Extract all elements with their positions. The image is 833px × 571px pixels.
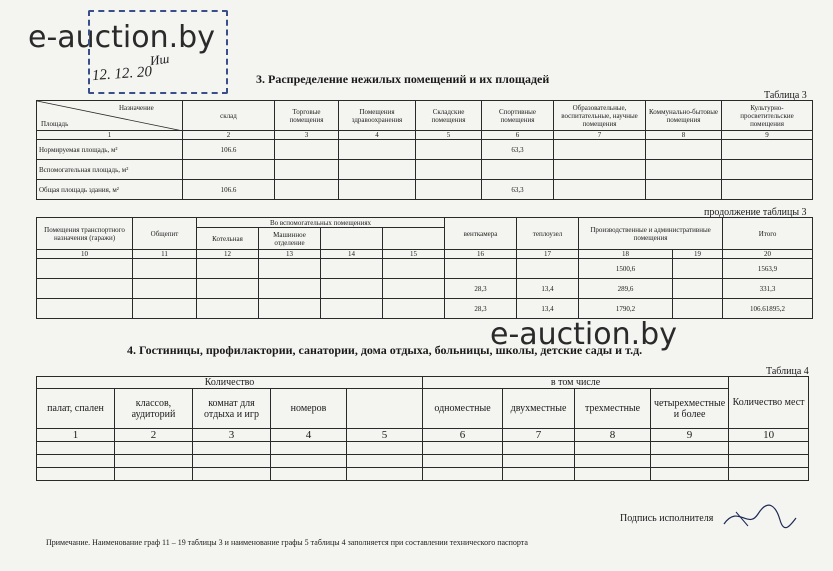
cell bbox=[575, 468, 651, 481]
cell bbox=[646, 180, 722, 200]
cell bbox=[729, 455, 809, 468]
table4 bbox=[36, 376, 809, 481]
cell bbox=[416, 160, 482, 180]
col-number: 10 bbox=[37, 250, 133, 259]
cell bbox=[347, 468, 423, 481]
designation-area-cell bbox=[37, 101, 183, 131]
table-row bbox=[37, 279, 813, 299]
cell bbox=[197, 259, 259, 279]
handwritten-date: 12. 12. 20 bbox=[91, 63, 153, 85]
col-header-8: трехместные bbox=[575, 389, 651, 429]
cell bbox=[193, 455, 271, 468]
cell bbox=[37, 259, 133, 279]
col-number: 5 bbox=[347, 429, 423, 442]
cell bbox=[423, 455, 503, 468]
row-label: Вспомогательная площадь, м² bbox=[37, 160, 183, 180]
cell bbox=[183, 160, 275, 180]
table3-continuation bbox=[36, 217, 813, 319]
footnote: Примечание. Наименование граф 11 – 19 таблицы 3 и наименование графы 5 таблицы 4 заполняется при составлении технического паспорта bbox=[46, 538, 528, 547]
col-header-7: двухместные bbox=[503, 389, 575, 429]
col-number: 12 bbox=[197, 250, 259, 259]
cell: 1500,6 bbox=[579, 259, 673, 279]
cell bbox=[347, 455, 423, 468]
col-number: 17 bbox=[517, 250, 579, 259]
cell bbox=[271, 468, 347, 481]
cell bbox=[259, 279, 321, 299]
cell bbox=[575, 455, 651, 468]
cell bbox=[271, 442, 347, 455]
heat-header: теплоузел bbox=[517, 218, 579, 250]
col-number-row bbox=[37, 250, 813, 259]
col-number: 7 bbox=[503, 429, 575, 442]
including-header: в том числе bbox=[423, 377, 729, 389]
signature-scribble bbox=[718, 500, 798, 530]
col-number: 7 bbox=[554, 131, 646, 140]
table4-label: Таблица 4 bbox=[766, 366, 809, 377]
section3-title: 3. Распределение нежилых помещений и их площадей bbox=[256, 72, 550, 86]
col-number: 15 bbox=[383, 250, 445, 259]
cell bbox=[729, 442, 809, 455]
watermark-middle: e-auction.by bbox=[490, 317, 677, 352]
col-header-4: Помещения здравоохранения bbox=[339, 101, 416, 131]
cell bbox=[575, 442, 651, 455]
cell bbox=[503, 468, 575, 481]
cell bbox=[722, 160, 813, 180]
signature-label: Подпись исполнителя bbox=[620, 513, 714, 524]
section4-title: 4. Гостиницы, профилактории, санатории, дома отдыха, больницы, школы, детские сады и т.д. bbox=[127, 343, 643, 357]
continuation-label: продолжение таблицы 3 bbox=[704, 207, 807, 218]
cell bbox=[339, 160, 416, 180]
col-number: 19 bbox=[673, 250, 723, 259]
cell: 28,3 bbox=[445, 279, 517, 299]
col-number: 8 bbox=[646, 131, 722, 140]
cell bbox=[197, 279, 259, 299]
cell bbox=[259, 299, 321, 319]
cell bbox=[554, 140, 646, 160]
cell bbox=[416, 180, 482, 200]
cell bbox=[37, 299, 133, 319]
auxiliary-header: Во вспомогательных помещениях bbox=[197, 218, 445, 228]
empty-header bbox=[383, 228, 445, 250]
cell bbox=[722, 140, 813, 160]
cell bbox=[503, 455, 575, 468]
cell: 106.6 bbox=[183, 140, 275, 160]
cell bbox=[115, 468, 193, 481]
col-header-5: Складские помещения bbox=[416, 101, 482, 131]
cell bbox=[37, 442, 115, 455]
cell bbox=[133, 279, 197, 299]
cell: 331,3 bbox=[723, 279, 813, 299]
cell bbox=[554, 160, 646, 180]
col-number: 4 bbox=[339, 131, 416, 140]
table-row bbox=[37, 259, 813, 279]
catering-header: Общепит bbox=[133, 218, 197, 250]
cell: 106.61895,2 bbox=[723, 299, 813, 319]
col-number: 6 bbox=[482, 131, 554, 140]
table3 bbox=[36, 100, 813, 200]
cell bbox=[383, 259, 445, 279]
col-number: 2 bbox=[183, 131, 275, 140]
col-header-7: Образовательные, воспитательные, научные помещения bbox=[554, 101, 646, 131]
cell bbox=[275, 140, 339, 160]
col-number: 9 bbox=[722, 131, 813, 140]
vent-header: венткамера bbox=[445, 218, 517, 250]
cell bbox=[517, 259, 579, 279]
cell bbox=[673, 299, 723, 319]
cell bbox=[37, 279, 133, 299]
cell: 106.6 bbox=[183, 180, 275, 200]
cell bbox=[275, 160, 339, 180]
transport-header: Помещения транспортного назначения (гаражи) bbox=[37, 218, 133, 250]
cell bbox=[673, 279, 723, 299]
col-number: 9 bbox=[651, 429, 729, 442]
col-number: 20 bbox=[723, 250, 813, 259]
cell bbox=[193, 442, 271, 455]
col-header-2: склад bbox=[183, 101, 275, 131]
cell bbox=[193, 468, 271, 481]
cell bbox=[37, 455, 115, 468]
col-number: 2 bbox=[115, 429, 193, 442]
col-number: 6 bbox=[423, 429, 503, 442]
cell bbox=[321, 279, 383, 299]
cell bbox=[651, 468, 729, 481]
cell: 1790,2 bbox=[579, 299, 673, 319]
col-header-4: номеров bbox=[271, 389, 347, 429]
cell bbox=[347, 442, 423, 455]
cell: 13,4 bbox=[517, 299, 579, 319]
col-number: 16 bbox=[445, 250, 517, 259]
quantity-header: Количество bbox=[37, 377, 423, 389]
table-row bbox=[37, 442, 809, 455]
cell bbox=[271, 455, 347, 468]
cell bbox=[259, 259, 321, 279]
boiler-header: Котельная bbox=[197, 228, 259, 250]
empty-header bbox=[321, 228, 383, 250]
cell: 28,3 bbox=[445, 299, 517, 319]
col-number: 5 bbox=[416, 131, 482, 140]
cell bbox=[482, 160, 554, 180]
watermark-top: e-auction.by bbox=[28, 20, 215, 55]
cell bbox=[115, 442, 193, 455]
col-header-10: Количество мест bbox=[729, 377, 809, 429]
table-row bbox=[37, 140, 813, 160]
col-header-3: комнат для отдыха и игр bbox=[193, 389, 271, 429]
cell bbox=[651, 442, 729, 455]
col-number: 3 bbox=[193, 429, 271, 442]
cell bbox=[416, 140, 482, 160]
cell: 289,6 bbox=[579, 279, 673, 299]
cell bbox=[673, 259, 723, 279]
col-header-6: одноместные bbox=[423, 389, 503, 429]
col-header-9: Культурно-просветительские помещения bbox=[722, 101, 813, 131]
cell bbox=[133, 259, 197, 279]
cell bbox=[423, 442, 503, 455]
handwritten-initials: Иш bbox=[148, 50, 171, 69]
col-number: 1 bbox=[37, 131, 183, 140]
col-number: 10 bbox=[729, 429, 809, 442]
col-header-3: Торговые помещения bbox=[275, 101, 339, 131]
cell bbox=[646, 140, 722, 160]
col-number: 4 bbox=[271, 429, 347, 442]
table-row bbox=[37, 180, 813, 200]
cell bbox=[321, 259, 383, 279]
cell bbox=[115, 455, 193, 468]
cell bbox=[321, 299, 383, 319]
cell bbox=[383, 299, 445, 319]
col-number: 13 bbox=[259, 250, 321, 259]
table-row bbox=[37, 160, 813, 180]
cell: 63,3 bbox=[482, 140, 554, 160]
col-header-1: палат, спален bbox=[37, 389, 115, 429]
cell bbox=[729, 468, 809, 481]
total-header: Итого bbox=[723, 218, 813, 250]
cell bbox=[651, 455, 729, 468]
table-row bbox=[37, 455, 809, 468]
cell bbox=[133, 299, 197, 319]
cell bbox=[383, 279, 445, 299]
cell: 13,4 bbox=[517, 279, 579, 299]
col-header-9: четырехместные и более bbox=[651, 389, 729, 429]
production-header: Производственные и административные помещения bbox=[579, 218, 723, 250]
col-header-5 bbox=[347, 389, 423, 429]
col-number: 8 bbox=[575, 429, 651, 442]
col-header-2: классов, аудиторий bbox=[115, 389, 193, 429]
row-label: Общая площадь здания, м² bbox=[37, 180, 183, 200]
cell bbox=[37, 468, 115, 481]
table3-label: Таблица 3 bbox=[764, 90, 807, 101]
cell bbox=[554, 180, 646, 200]
col-number: 1 bbox=[37, 429, 115, 442]
cell: 1563,9 bbox=[723, 259, 813, 279]
col-number: 3 bbox=[275, 131, 339, 140]
col-number: 18 bbox=[579, 250, 673, 259]
table-row bbox=[37, 299, 813, 319]
col-number: 11 bbox=[133, 250, 197, 259]
machine-header: Машинное отделение bbox=[259, 228, 321, 250]
designation-label: Назначение bbox=[119, 104, 154, 112]
col-number: 14 bbox=[321, 250, 383, 259]
cell bbox=[646, 160, 722, 180]
table-row bbox=[37, 468, 809, 481]
row-label: Нормируемая площадь, м² bbox=[37, 140, 183, 160]
cell bbox=[445, 259, 517, 279]
area-label: Площадь bbox=[41, 120, 69, 128]
col-header-8: Коммунально-бытовые помещения bbox=[646, 101, 722, 131]
col-number-row bbox=[37, 131, 813, 140]
col-header-6: Спортивные помещения bbox=[482, 101, 554, 131]
cell: 63,3 bbox=[482, 180, 554, 200]
cell bbox=[339, 140, 416, 160]
cell bbox=[339, 180, 416, 200]
cell bbox=[722, 180, 813, 200]
cell bbox=[423, 468, 503, 481]
col-number-row bbox=[37, 429, 809, 442]
cell bbox=[275, 180, 339, 200]
cell bbox=[503, 442, 575, 455]
cell bbox=[197, 299, 259, 319]
